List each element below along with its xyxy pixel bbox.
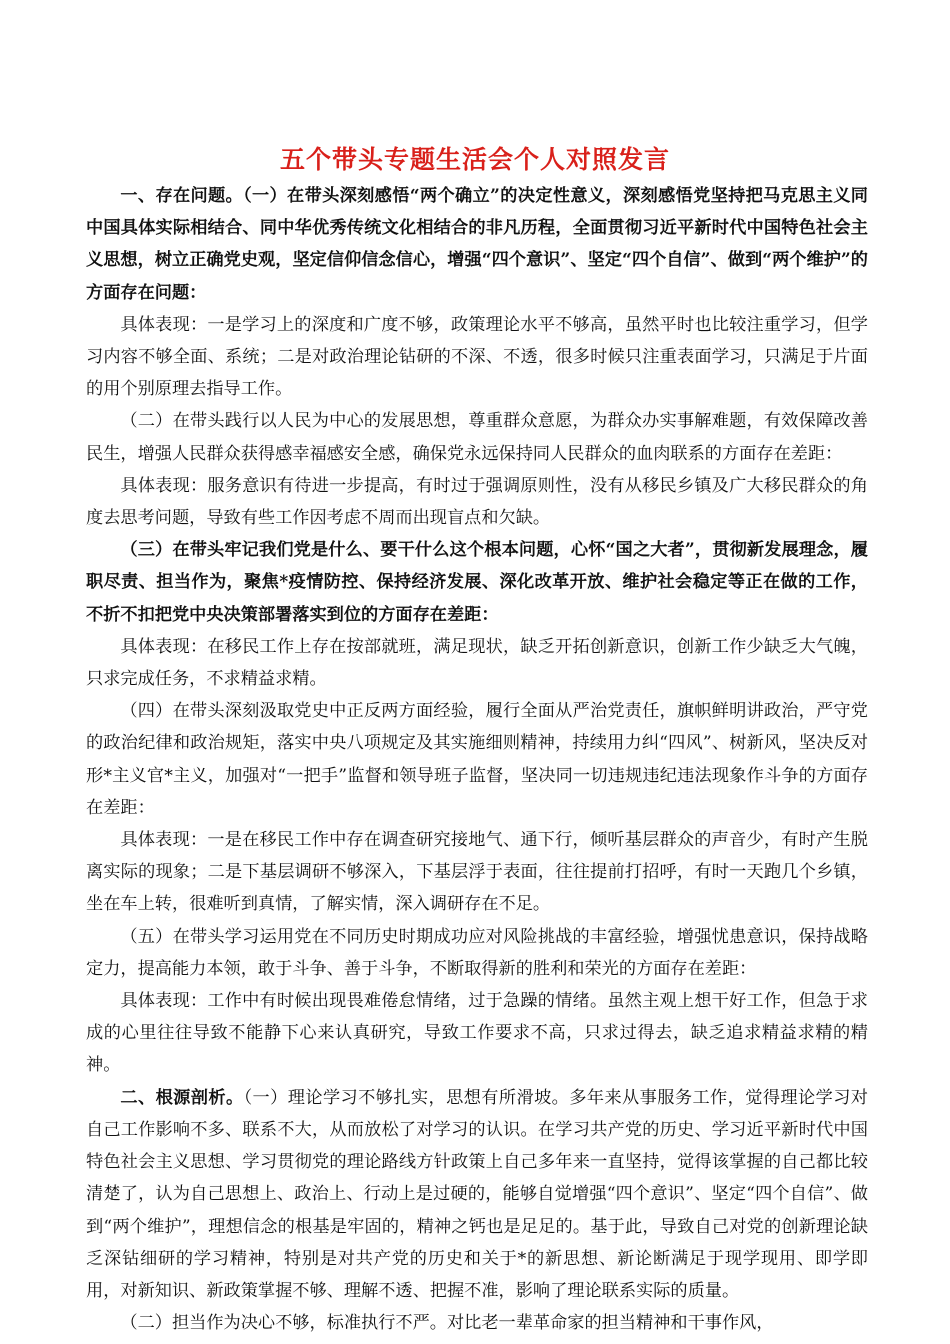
paragraph-problems-1: 一、存在问题。（一）在带头深刻感悟“两个确立”的决定性意义，深刻感悟党坚持把马克思主义同中国具体实际相结合、同中华优秀传统文化相结合的非凡历程，全面贯彻习近平新时代中国特色社会主义思想，树立正确党史观，坚定信仰信念信心，增强“四个意识”、坚定“四个自信”、做到“两个维护”的方面存在问题： xyxy=(86,186,868,303)
paragraph-problems-5: （五）在带头学习运用党在不同历史时期成功应对风险挑战的丰富经验，增强忧患意识，保持战略定力，提高能力本领，敢于斗争、善于斗争，不断取得新的胜利和荣光的方面存在差距： xyxy=(86,926,868,979)
paragraph-detail-3: 具体表现：在移民工作上存在按部就班，满足现状，缺乏开拓创新意识，创新工作少缺乏大气魄，只求完成任务，不求精益求精。 xyxy=(86,636,868,690)
paragraph-problems-2: （二）在带头践行以人民为中心的发展思想，尊重群众意愿，为群众办实事解难题，有效保障改善民生，增强人民群众获得感幸福感安全感，确保党永远保持同人民群众的血肉联系的方面存在差距： xyxy=(86,411,868,464)
paragraph-root-cause-1 xyxy=(86,1082,868,1307)
paragraph-detail-2: 具体表现：服务意识有待进一步提高，有时过于强调原则性，没有从移民乡镇及广大移民群众的角度去思考问题，导致有些工作因考虑不周而出现盲点和欠缺。 xyxy=(86,475,868,529)
document-title: 五个带头专题生活会个人对照发言 xyxy=(279,145,670,174)
paragraph-root-cause-1-text: （一）理论学习不够扎实，思想有所滑坡。多年来从事服务工作，觉得理论学习对自己工作影响不多、联系不大，从而放松了对学习的认识。在学习共产党的历史、学习近平新时代中国特色社会主义思想、学习贯彻党的理论路线方针政策上自己多年来一直坚持，觉得该掌握的自己都比较清楚了，认为自己思想上、政治上、行动上是过硬的，能够自觉增强“四个意识”、坚定“四个自信”、做到“两个维护”，理想信念的根基是牢固的，精神之钙也是足足的。基于此，导致自己对党的创新理论缺乏深钻细研的学习精神，特别是对共产党的历史和关于*的新思想、新论断满足于现学现用、即学即用，对新知识、新政策掌握不够、理解不透、把握不准，影响了理论联系实际的质量。 xyxy=(86,1087,868,1301)
paragraph-detail-4: 具体表现：一是在移民工作中存在调查研究接地气、通下行，倾听基层群众的声音少，有时产生脱离实际的现象；二是下基层调研不够深入，下基层浮于表面，往往提前打招呼，有时一天跑几个乡镇，坐在车上转，很难听到真情，了解实情，深入调研存在不足。 xyxy=(86,830,868,915)
paragraph-detail-5: 具体表现：工作中有时候出现畏难倦怠情绪，过于急躁的情绪。虽然主观上想干好工作，但急于求成的心里往往导致不能静下心来认真研究，导致工作要求不高，只求过得去，缺乏追求精益求精的精神。 xyxy=(86,991,868,1076)
section-heading-root-cause: 二、根源剖析。 xyxy=(120,1087,244,1108)
paragraph-problems-3: （三）在带头牢记我们党是什么、要干什么这个根本问题，心怀“国之大者”，贯彻新发展理念，履职尽责、担当作为，聚焦*疫情防控、保持经济发展、深化改革开放、维护社会稳定等正在做的工作，不折不扣把党中央决策部署落实到位的方面存在差距： xyxy=(86,540,868,625)
document-body xyxy=(86,180,868,1339)
paragraph-problems-4: （四）在带头深刻汲取党史中正反两方面经验，履行全面从严治党责任，旗帜鲜明讲政治，严守党的政治纪律和政治规矩，落实中央八项规定及其实施细则精神，持续用力纠“四风”、树新风，坚决反对形*主义官*主义，加强对“一把手”监督和领导班子监督，坚决同一切违规违纪违法现象作斗争的方面存在差距： xyxy=(86,701,868,818)
paragraph-detail-1: 具体表现：一是学习上的深度和广度不够，政策理论水平不够高，虽然平时也比较注重学习，但学习内容不够全面、系统；二是对政治理论钻研的不深、不透，很多时候只注重表面学习，只满足于片面的用个别原理去指导工作。 xyxy=(86,314,868,400)
paragraph-root-cause-2: （二）担当作为决心不够，标准执行不严。对比老一辈革命家的担当精神和干事作风， xyxy=(120,1313,774,1334)
